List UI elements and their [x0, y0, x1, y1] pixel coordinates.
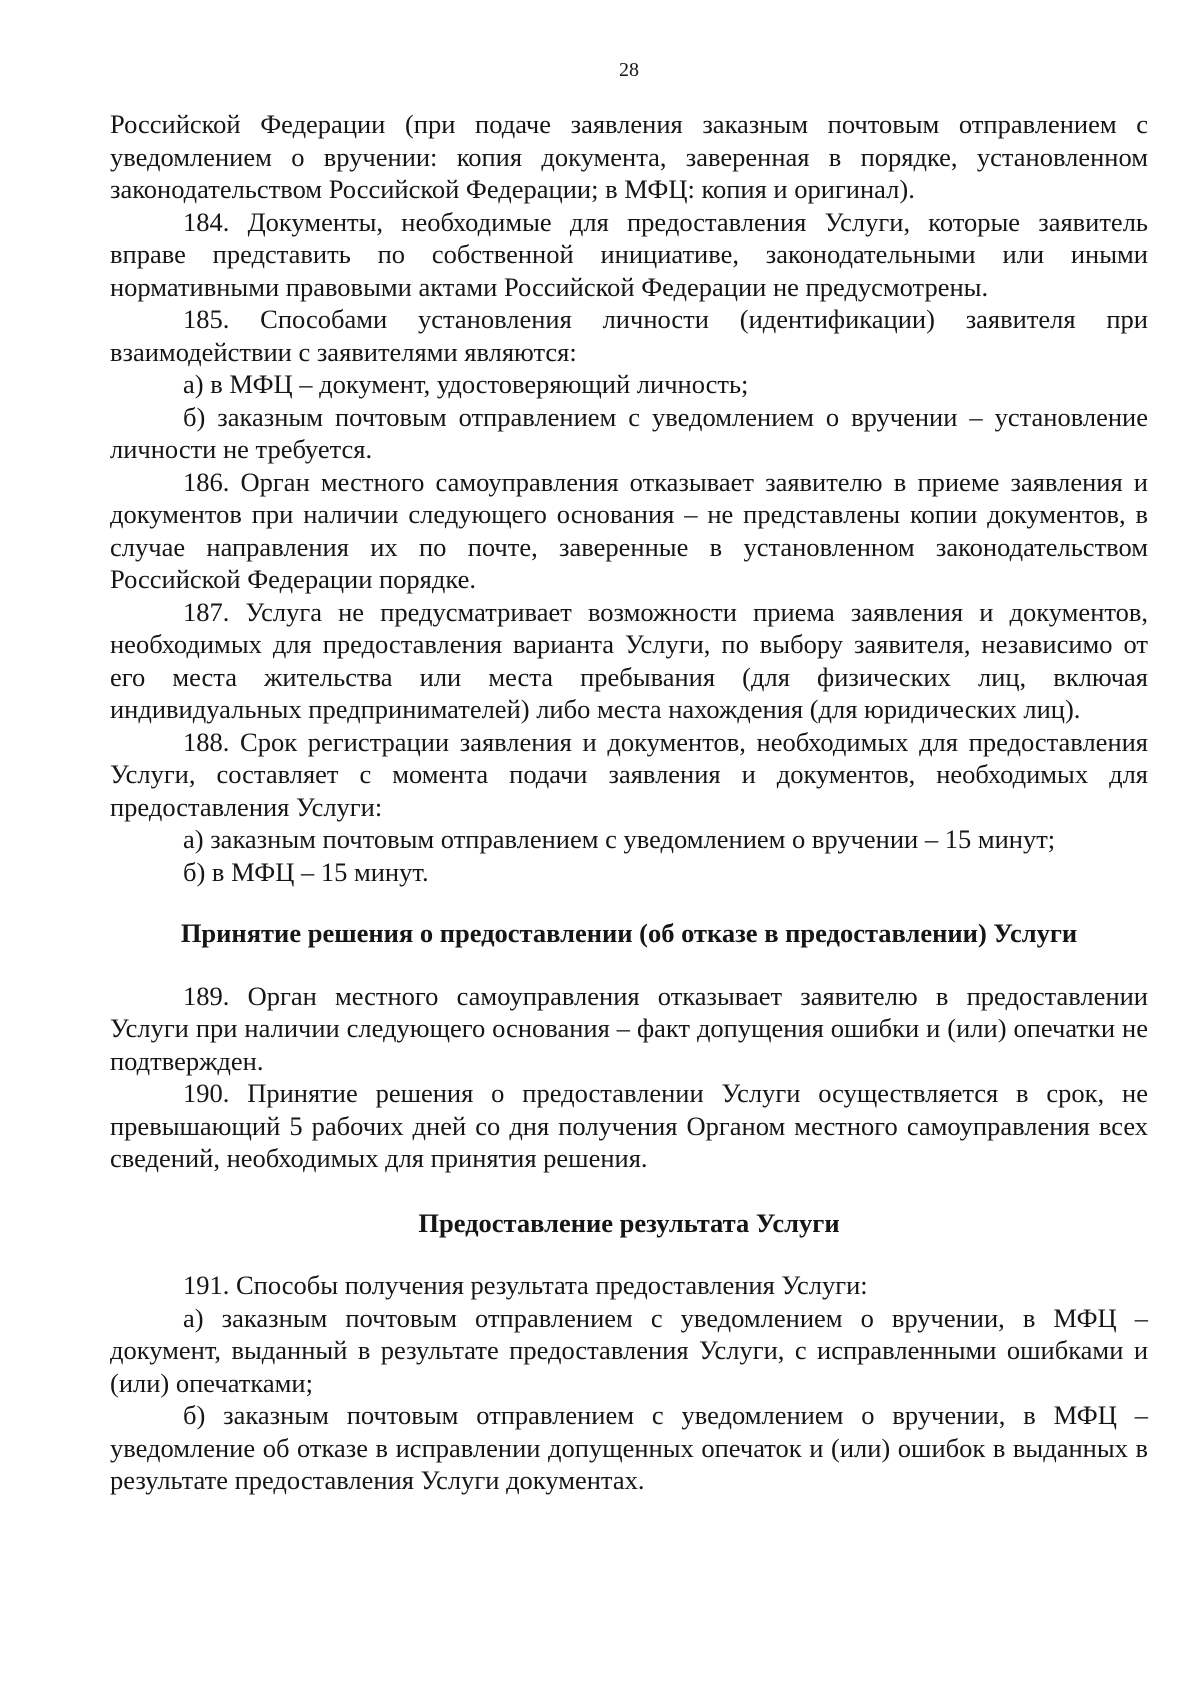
paragraph-187: 187. Услуга не предусматривает возможности приема заявления и документов, необходимых для предоставления варианта Услуги, по выбору заявителя, независимо от его места жительства или места пребывания (для физических лиц, включая индивидуальных предпринимателей) либо места нахождения (для юридических лиц).	[110, 596, 1148, 724]
paragraph-191-b: б) заказным почтовым отправлением с уведомлением о вручении, в МФЦ – уведомление об отказе в исправлении допущенных опечаток и (или) ошибок в выданных в результате предоставления Услуги документах.	[110, 1400, 1148, 1495]
document-body	[110, 108, 1148, 1497]
paragraph-186: 186. Орган местного самоуправления отказывает заявителю в приеме заявления и документов при наличии следующего основания – не представлены копии документов, в случае направления их по почте, заверенные в установленном законодательством Российской Федерации порядке.	[110, 466, 1148, 594]
paragraph-continuation: Российской Федерации (при подаче заявления заказным почтовым отправлением с уведомлением о вручении: копия документа, заверенная в порядке, установленном законодательством Российской Федерации; в МФЦ: копия и оригинал).	[110, 109, 1148, 204]
paragraph-188-a: а) заказным почтовым отправлением с уведомлением о вручении – 15 минут;	[183, 824, 1056, 854]
paragraph-188: 188. Срок регистрации заявления и документов, необходимых для предоставления Услуги, составляет с момента подачи заявления и документов, необходимых для предоставления Услуги:	[110, 726, 1148, 822]
page-number: 28	[619, 59, 639, 81]
section-heading-result: Предоставление результата Услуги	[418, 1207, 840, 1238]
paragraph-184: 184. Документы, необходимые для предоставления Услуги, которые заявитель вправе представить по собственной инициативе, законодательными или иными нормативными правовыми актами Российской Федерации не предусмотрены.	[110, 206, 1148, 302]
paragraph-191: 191. Способы получения результата предоставления Услуги:	[183, 1270, 868, 1300]
paragraph-185: 185. Способами установления личности (идентификации) заявителя при взаимодействии с заявителями являются:	[110, 304, 1148, 367]
paragraph-185-a: а) в МФЦ – документ, удостоверяющий личность;	[183, 369, 749, 399]
section-heading-decision: Принятие решения о предоставлении (об отказе в предоставлении) Услуги	[180, 918, 1078, 948]
paragraph-189: 189. Орган местного самоуправления отказывает заявителю в предоставлении Услуги при наличии следующего основания – факт допущения ошибки и (или) опечатки не подтвержден.	[110, 980, 1148, 1076]
paragraph-185-b: б) заказным почтовым отправлением с уведомлением о вручении – установление личности не требуется.	[110, 401, 1148, 464]
paragraph-191-a: а) заказным почтовым отправлением с уведомлением о вручении, в МФЦ – документ, выданный в результате предоставления Услуги, с исправленными ошибками и (или) опечатками;	[110, 1302, 1148, 1398]
paragraph-188-b: б) в МФЦ – 15 минут.	[183, 856, 429, 887]
paragraph-190: 190. Принятие решения о предоставлении Услуги осуществляется в срок, не превышающий 5 рабочих дней со дня получения Органом местного самоуправления всех сведений, необходимых для принятия решения.	[110, 1078, 1148, 1173]
